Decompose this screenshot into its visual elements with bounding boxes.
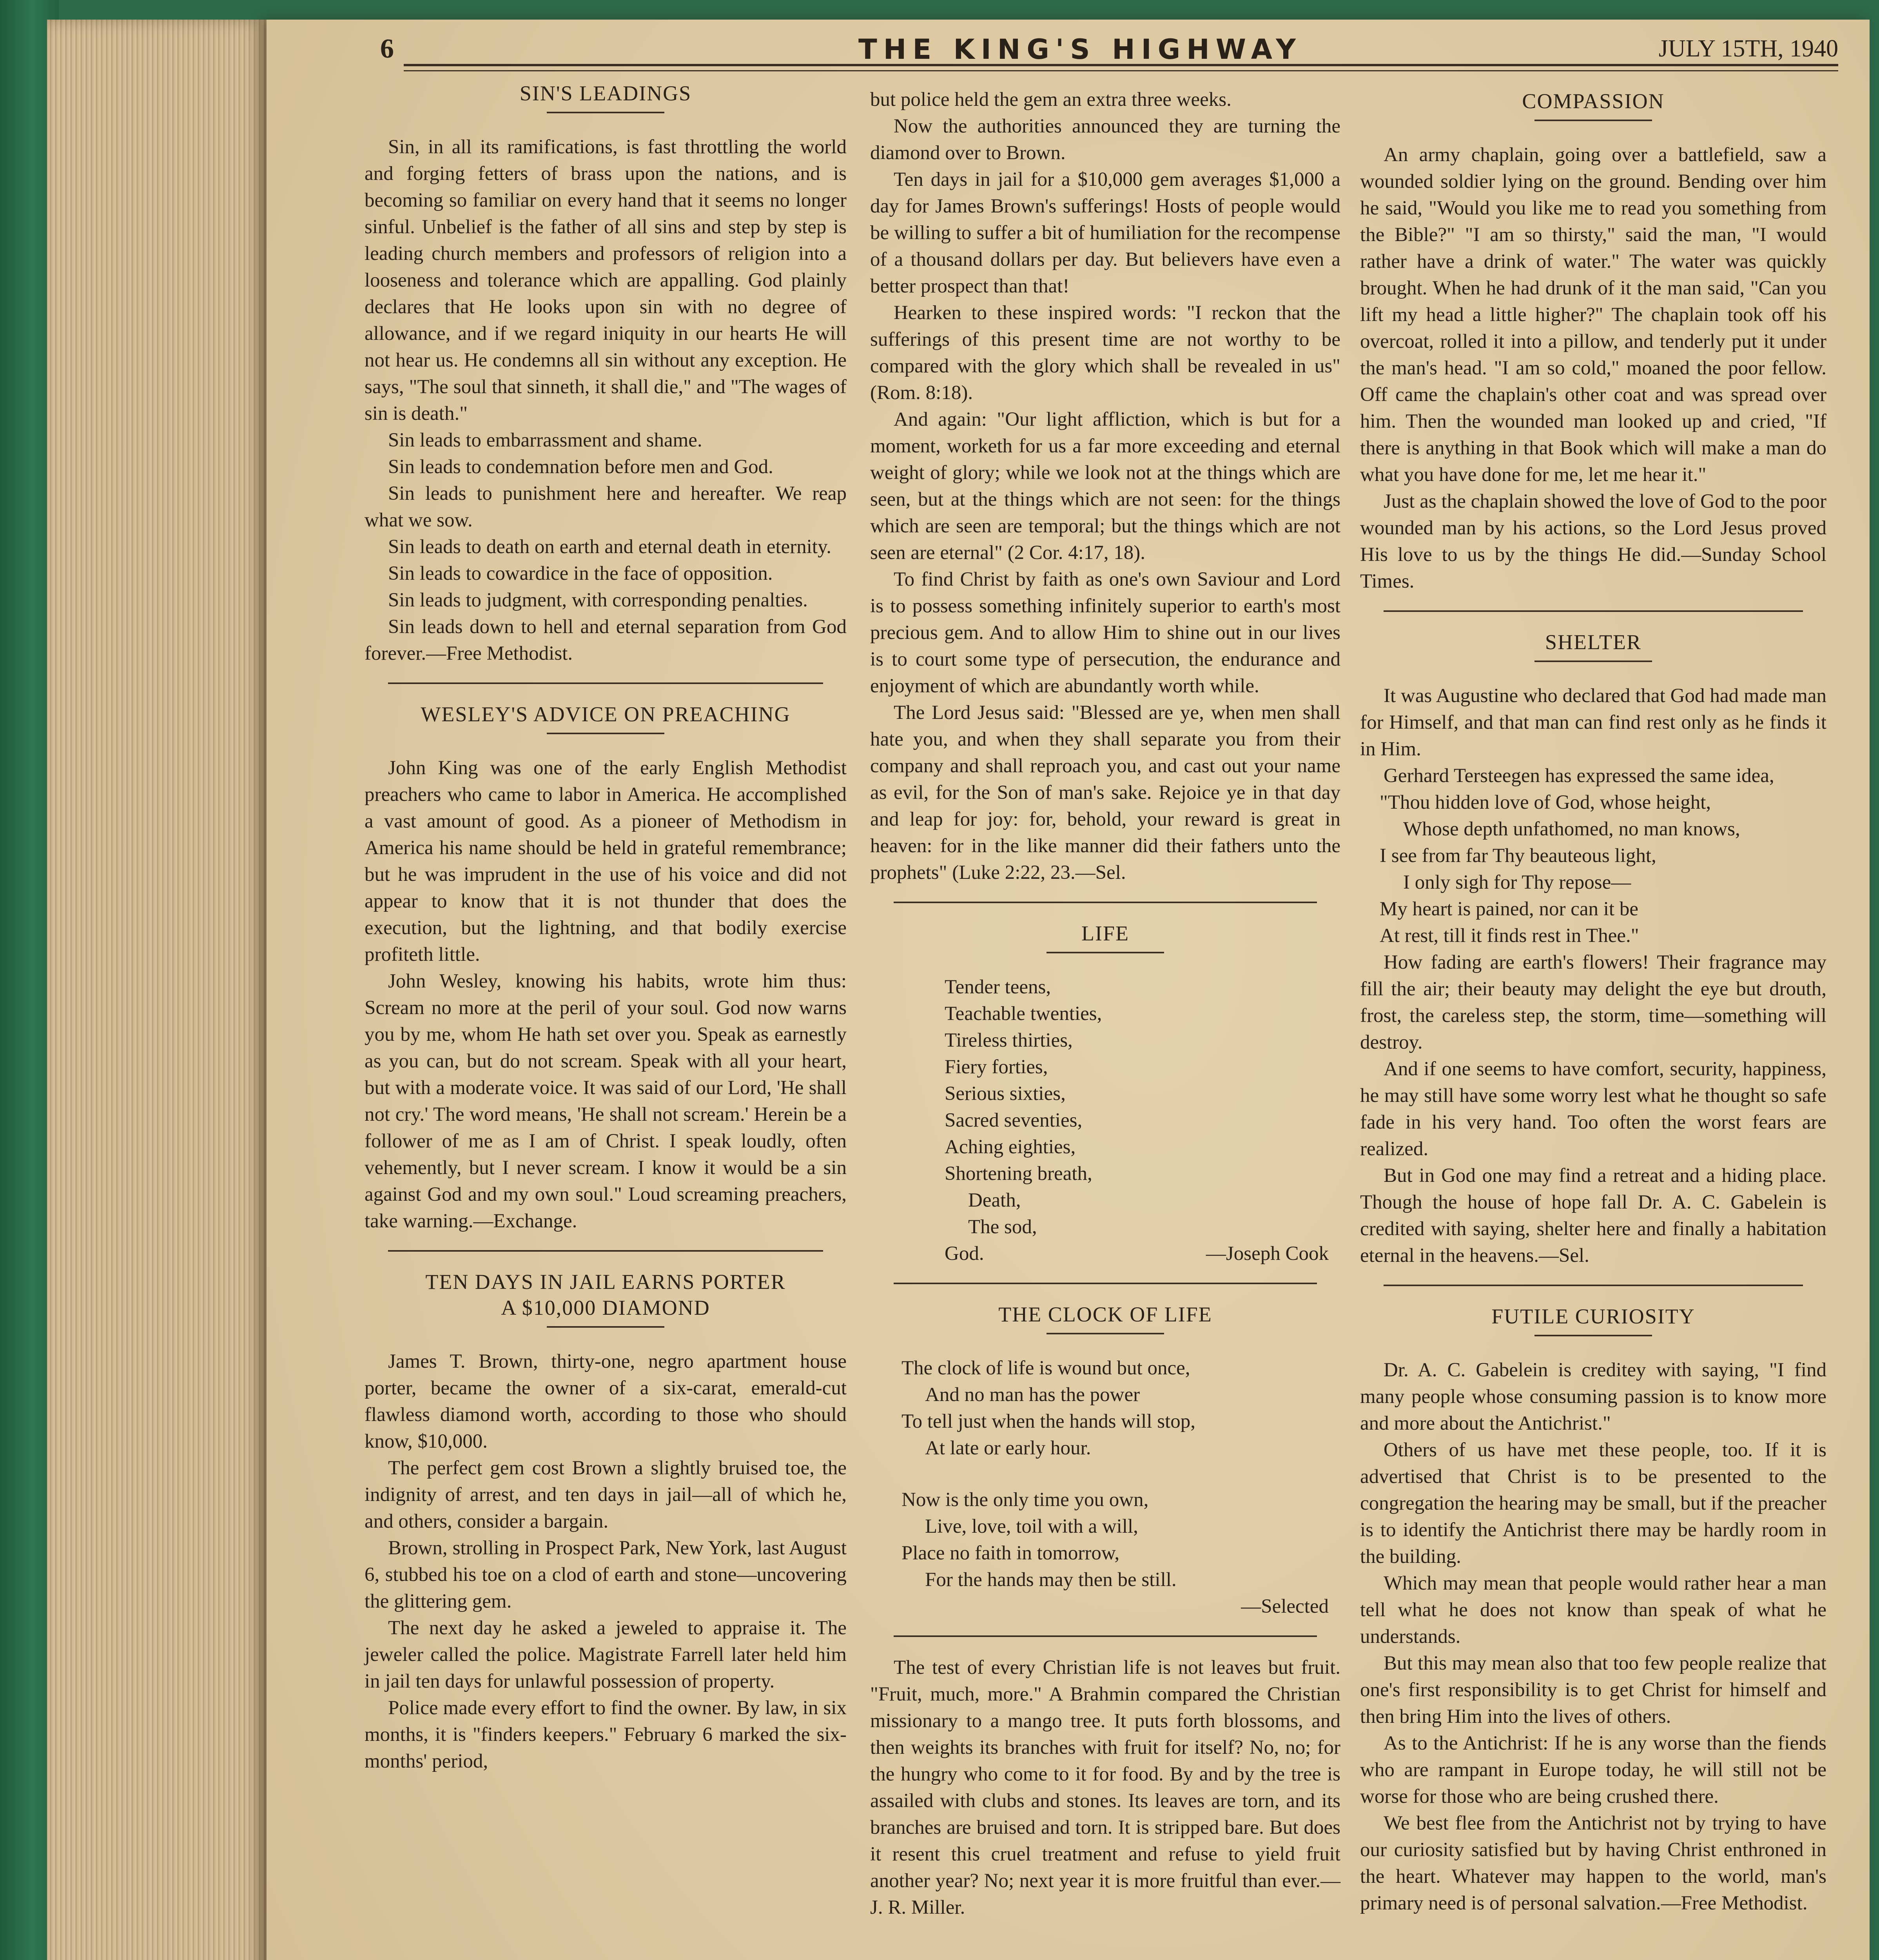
section-divider <box>388 1250 823 1252</box>
title-rule <box>547 1326 664 1328</box>
poem-line: Place no faith in tomorrow, <box>901 1542 1120 1564</box>
title-rule <box>1047 952 1164 953</box>
poem-title: LIFE <box>1081 922 1129 945</box>
publication-title: THE KING'S HIGHWAY <box>858 33 1302 65</box>
poem-line: I see from far Thy beauteous light, <box>1380 845 1656 867</box>
paragraph: Sin leads down to hell and eternal separation from God forever.—Free Methodist. <box>365 616 847 664</box>
paragraph: To find Christ by faith as one's own Saviour and Lord is to possess something infinitely superior to earth's most precious gem. And to allow Him to shine out in our lives is to court some type of persecution, the endurance and enjoyment of which are abundantly worth while. <box>870 568 1340 697</box>
title-rule <box>547 733 664 734</box>
paragraph: but police held the gem an extra three weeks. <box>870 89 1232 111</box>
paragraph: The Lord Jesus said: "Blessed are ye, when men shall hate you, and when they shall separate you from their company and shall reproach you, and cast out your name as evil, for the Son of man's sake. Rejoice ye in that day and leap for joy: for, behold, your reward is great in heaven: for in the like manner did their fathers unto the prophets" (Luke 2:22, 23.—Sel. <box>870 702 1340 884</box>
article-ten-days-continued <box>870 86 1340 886</box>
paragraph: Brown, strolling in Prospect Park, New York, last August 6, stubbed his toe on a clod of earth and stone—uncovering the glittering gem. <box>365 1537 847 1612</box>
paragraph: Now the authorities announced they are turning the diamond over to Brown. <box>870 115 1340 164</box>
paragraph: The perfect gem cost Brown a slightly bruised toe, the indignity of arrest, and ten days in jail—all of which he, and others, consider a bargain. <box>365 1457 847 1532</box>
paragraph: But this may mean also that too few people realize that one's first responsibility is to get Christ for himself and then bring Him into the lives of others. <box>1360 1652 1826 1728</box>
section-divider <box>894 902 1317 903</box>
poem-line-text: God. <box>945 1243 984 1265</box>
poem-line: Whose depth unfathomed, no man knows, <box>1403 818 1740 840</box>
paragraph: Ten days in jail for a $10,000 gem averages $1,000 a day for James Brown's sufferings! Hosts of people would be willing to suffer a bit of humiliation for the recompense of a thousand dollars per day. But believers have even a better prospect than that! <box>870 169 1340 297</box>
paragraph: Sin leads to cowardice in the face of opposition. <box>388 563 773 584</box>
article-title <box>365 1269 847 1321</box>
poem-line: The sod, <box>968 1216 1037 1238</box>
title-rule <box>1534 120 1652 121</box>
poem-life <box>870 920 1340 1267</box>
paragraph: John King was one of the early English Methodist preachers who came to labor in America. He accomplished a vast amount of good. As a pioneer of Methodism in America his name should be held in grateful remembrance; but he was imprudent in the use of his voice and did not appear to know that it is not thunder that does the execution, but the lightning, and that bodily exercise profiteth little. <box>365 757 847 965</box>
section-divider <box>1384 610 1803 612</box>
paragraph: And if one seems to have comfort, security, happiness, he may still have some worry lest what he thought so safe fade in his very hand. Too often the worst fears are realized. <box>1360 1058 1826 1160</box>
poem-line: Sacred seventies, <box>945 1109 1083 1131</box>
paragraph: Just as the chaplain showed the love of God to the poor wounded man by his actions, so the Lord Jesus proved His love to us by the things He did.—Sunday School Times. <box>1360 490 1826 592</box>
article-fruit <box>870 1654 1340 1921</box>
article-shelter <box>1360 629 1826 1269</box>
poem-line: Teachable twenties, <box>945 1003 1102 1025</box>
paragraph: Hearken to these inspired words: "I reckon that the sufferings of this present time are not worthy to be compared with the glory which shall be revealed in us" (Rom. 8:18). <box>870 302 1340 404</box>
poem-line: Serious sixties, <box>945 1083 1066 1105</box>
title-line: A $10,000 DIAMOND <box>501 1296 710 1319</box>
paragraph: It was Augustine who declared that God had made man for Himself, and that man can find rest only as he finds it in Him. <box>1360 685 1826 760</box>
paragraph: How fading are earth's flowers! Their fragrance may fill the air; their beauty may delight the eye but drouth, frost, the careless step, the storm, time—something will destroy. <box>1360 951 1826 1053</box>
article-futile-curiosity <box>1360 1303 1826 1916</box>
section-divider <box>894 1283 1317 1284</box>
poem-line: Aching eighties, <box>945 1136 1076 1158</box>
poem-line: Tireless thirties, <box>945 1029 1073 1051</box>
poem-stanza <box>870 1355 1340 1461</box>
paragraph: Dr. A. C. Gabelein is creditey with saying, "I find many people whose consuming passion is to know more and more about the Antichrist." <box>1360 1359 1826 1434</box>
poem-line: At rest, till it finds rest in Thee." <box>1380 925 1639 947</box>
section-divider <box>388 682 823 684</box>
poem-line: Fiery forties, <box>945 1056 1048 1078</box>
poem-credit: —Selected <box>1241 1595 1329 1617</box>
poem-line: To tell just when the hands will stop, <box>901 1410 1196 1432</box>
article-ten-days <box>365 1269 847 1775</box>
section-divider <box>894 1635 1317 1637</box>
poem-line: Now is the only time you own, <box>901 1489 1149 1511</box>
paragraph: We best flee from the Antichrist not by trying to have our curiosity satisfied but by having Christ enthroned in the heart. Whatever may happen to the world, man's primary need is of personal salvation.—Free Methodist. <box>1360 1812 1826 1914</box>
page-stack-edge <box>47 20 267 1960</box>
article-title: COMPASSION <box>1522 89 1665 113</box>
column-right <box>1360 88 1826 1916</box>
poem-quote <box>1360 789 1826 949</box>
poem-title: THE CLOCK OF LIFE <box>998 1303 1212 1326</box>
poem-line <box>945 1240 1340 1267</box>
paragraph: John Wesley, knowing his habits, wrote him thus: Scream no more at the peril of your soul. God now warns you by me, whom He hath set over you. Speak as earnestly as you can, but do not scream. Speak with all your heart, but with a moderate voice. It was said of our Lord, 'He shall not cry.' The word means, 'He shall not scream.' Herein be a follower of me as I am of Christ. I speak loudly, often vehemently, but I never scream. I know it would be a sin against God and my own soul." Loud screaming preachers, take warning.—Exchange. <box>365 970 847 1232</box>
article-wesley <box>365 701 847 1234</box>
poem-line: The clock of life is wound but once, <box>901 1357 1190 1379</box>
poem-line: Live, love, toil with a will, <box>925 1515 1138 1537</box>
paragraph: Sin leads to condemnation before men and God. <box>388 456 773 478</box>
poem-stanza <box>870 1486 1340 1593</box>
poem-line: "Thou hidden love of God, whose height, <box>1380 791 1711 813</box>
poem-line: At late or early hour. <box>925 1437 1091 1459</box>
poem-line: My heart is pained, nor can it be <box>1380 898 1638 920</box>
article-title: SIN'S LEADINGS <box>519 82 692 105</box>
header-rule <box>404 64 1838 71</box>
poem-line: And no man has the power <box>925 1384 1140 1406</box>
paragraph: Sin leads to judgment, with corresponding penalties. <box>388 589 808 611</box>
paragraph: The test of every Christian life is not leaves but fruit. "Fruit, much, more." A Brahmin compared the Christian missionary to a mango tree. It puts forth blossoms, and then weights its branches with fruit for itself? No, no; for the hungry who come to it for food. By and by the tree is assailed with clubs and stones. Its leaves are torn, and its branches are bruised and torn. It is stripped bare. But does it resent this cruel treatment and refuse to yield fruit another year? No; next year it is more fruitful than ever.—J. R. Miller. <box>870 1657 1340 1918</box>
title-rule <box>547 112 664 113</box>
poem-lines <box>870 974 1340 1267</box>
article-sins-leadings <box>365 80 847 667</box>
paragraph: Sin, in all its ramifications, is fast throttling the world and forging fetters of brass upon the nations, and is becoming so familiar on every hand that it seems no longer sinful. Unbelief is the father of all sins and step by step is leading church members and professors of religion into a looseness and tolerance which are appalling. God plainly declares that He looks upon sin with no degree of allowance, and if we regard iniquity in our hearts He will not hear us. He condemns all sin without any exception. He says, "The soul that sinneth, it shall die," and "The wages of sin is death." <box>365 136 847 425</box>
paragraph: Sin leads to embarrassment and shame. <box>388 429 702 451</box>
column-middle <box>870 86 1340 1921</box>
column-left <box>365 80 847 1775</box>
paragraph: Which may mean that people would rather hear a man tell what he does not know than speak of what he understands. <box>1360 1572 1826 1648</box>
title-rule <box>1047 1333 1164 1334</box>
page-header <box>380 33 1838 69</box>
paragraph: Sin leads to punishment here and hereafter. We reap what we sow. <box>365 483 847 531</box>
poem-line: Death, <box>968 1189 1021 1211</box>
poem-author: —Joseph Cook <box>1206 1243 1329 1265</box>
article-title: SHELTER <box>1545 630 1642 654</box>
article-compassion <box>1360 88 1826 595</box>
title-line: TEN DAYS IN JAIL EARNS PORTER <box>425 1270 786 1294</box>
page-number: 6 <box>380 34 394 64</box>
paragraph: The next day he asked a jeweled to appraise it. The jeweler called the police. Magistrate Farrell later held him in jail ten days for unlawful possession of property. <box>365 1617 847 1692</box>
paragraph: Gerhard Tersteegen has expressed the same idea, <box>1384 765 1774 787</box>
poem-clock-of-life <box>870 1301 1340 1620</box>
poem-line: Shortening breath, <box>945 1163 1092 1185</box>
title-rule <box>1534 1335 1652 1336</box>
paragraph: But in God one may find a retreat and a hiding place. Though the house of hope fall Dr. A. C. Gabelein is credited with saying, shelter here and finally a habitation eternal in the heavens.—Sel. <box>1360 1165 1826 1267</box>
title-rule <box>1534 661 1652 662</box>
paragraph: An army chaplain, going over a battlefield, saw a wounded soldier lying on the ground. Bending over him he said, "Would you like me to read you something from the Bible?" "I am so thirsty," said the man, "I would rather have a drink of water." The water was quickly brought. When he had drunk of it the man said, "Can you lift my head a little higher?" The chaplain took off his overcoat, rolled it into a pillow, and tenderly put it under the man's head. "I am so cold," moaned the poor fellow. Off came the chaplain's other coat and was spread over him. Then the wounded man looked up and cried, "If there is anything in that Book which will make a man do what you have done for me, let me hear it." <box>1360 144 1826 486</box>
poem-line: I only sigh for Thy repose— <box>1403 871 1631 893</box>
paragraph: And again: "Our light affliction, which is but for a moment, worketh for us a far more exceeding and eternal weight of glory; while we look not at the things which are seen, but at the things which are not seen: for the things which are seen are temporal; but the things which are not seen are eternal" (2 Cor. 4:17, 18). <box>870 408 1340 564</box>
article-title: FUTILE CURIOSITY <box>1491 1305 1695 1328</box>
article-title: WESLEY'S ADVICE ON PREACHING <box>421 702 791 726</box>
paragraph: Police made every effort to find the owner. By law, in six months, it is "finders keepers." February 6 marked the six-months' period, <box>365 1697 847 1772</box>
poem-line: For the hands may then be still. <box>925 1569 1177 1591</box>
poem-line: Tender teens, <box>945 976 1051 998</box>
paragraph: As to the Antichrist: If he is any worse than the fiends who are rampant in Europe today, he will still not be worse for those who are being crushed there. <box>1360 1732 1826 1808</box>
paragraph: James T. Brown, thirty-one, negro apartment house porter, became the owner of a six-carat, emerald-cut flawless diamond worth, according to those who should know, $10,000. <box>365 1350 847 1452</box>
section-divider <box>1384 1285 1803 1286</box>
paragraph: Sin leads to death on earth and eternal death in eternity. <box>388 536 832 558</box>
paragraph: Others of us have met these people, too. If it is advertised that Christ is to be presented to the congregation the hearing may be small, but if the preacher is to identify the Antichrist there may be hardly room in the building. <box>1360 1439 1826 1568</box>
issue-date: JULY 15TH, 1940 <box>1658 35 1838 62</box>
